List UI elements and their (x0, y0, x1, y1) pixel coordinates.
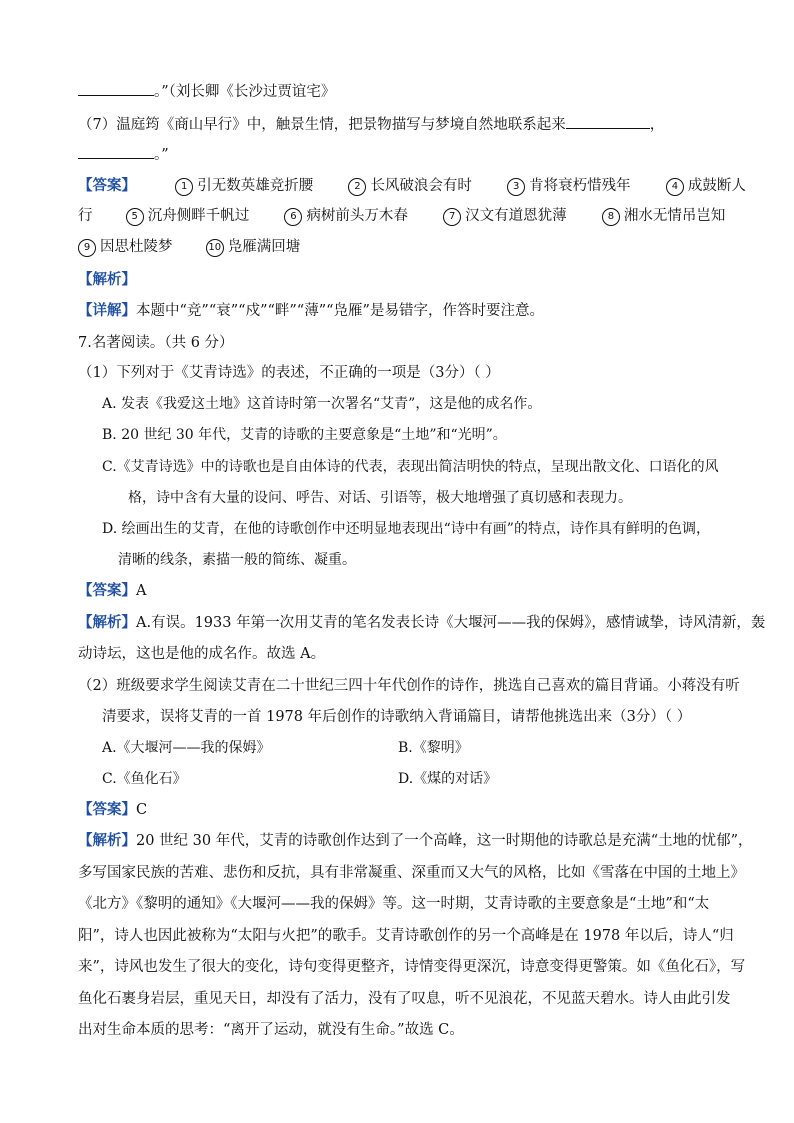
subquestion-2: （2）班级要求学生阅读艾青在二十世纪三四十年代创作的诗作，挑选自己喜欢的篇目背诵。小蒋没有听 (78, 678, 740, 694)
answer-blank (566, 116, 650, 129)
circled-number: 10 (206, 239, 224, 257)
circled-number: 7 (443, 208, 461, 226)
analysis-line: 多写国家民族的苦难、悲伤和反抗，具有非常凝重、深重而又大气的风格，比如《雪落在中国的土地上》 (78, 865, 745, 881)
answer-blank (78, 146, 154, 159)
answer-line-1: 【答案】 1 引无数英雄竞折腰 2 长风破浪会有时 3 肯将衰朽惜残年 4 成鼓断人 (78, 177, 746, 194)
option-a: A. 发表《我爱这土地》这首诗时第一次署名“艾青”，这是他的成名作。 (102, 396, 542, 412)
circled-number: 2 (348, 178, 366, 196)
question-item-7-cont: 。” (78, 146, 169, 164)
option-d: D. 绘画出生的艾青，在他的诗歌创作中还明显地表现出“诗中有画”的特点，诗作具有鲜明的色调， (102, 521, 710, 537)
circled-number: 3 (507, 178, 525, 196)
option-d-cont: 清晰的线条，素描一般的简练、凝重。 (118, 552, 356, 568)
circled-number: 1 (175, 178, 193, 196)
answer-line: 【答案】C (78, 801, 148, 818)
option-d: D.《煤的对话》 (398, 771, 498, 787)
analysis-line: 出对生命本质的思考：“离开了运动，就没有生命。”故选 C。 (78, 1022, 464, 1038)
circled-number: 4 (666, 178, 684, 196)
analysis-line-2: 动诗坛，这也是他的成名作。故选 A。 (78, 646, 326, 662)
question-item-7: （7）温庭筠《商山早行》中，触景生情，把景物描写与梦境自然地联系起来 ， (78, 117, 665, 133)
analysis-line: 【解析】20 世纪 30 年代，艾青的诗歌创作达到了一个高峰，这一时期他的诗歌总是充满“土地的忧郁”， (78, 832, 753, 849)
answer-blank (78, 83, 154, 96)
subquestion-2-cont: 清要求，误将艾青的一首 1978 年后创作的诗歌纳入背诵篇目，请帮他挑选出来（3分）（ ） (102, 709, 692, 725)
analysis-line-1: 【解析】A.有误。1933 年第一次用艾青的笔名发表长诗《大堰河——我的保姆》，感情诚挚，诗风清新，轰 (78, 614, 766, 631)
analysis-heading: 【解析】 (78, 271, 136, 288)
circled-number: 8 (602, 208, 620, 226)
option-c-cont: 格，诗中含有大量的设问、呼告、对话、引语等，极大地增强了真切感和表现力。 (128, 490, 632, 506)
circled-number: 5 (126, 208, 144, 226)
option-c: C.《艾青诗选》中的诗歌也是自由体诗的代表，表现出简洁明快的特点，呈现出散文化、口语化的风 (102, 459, 719, 475)
analysis-line: 来”，诗风也发生了很大的变化，诗句变得更整齐，诗情变得更深沉，诗意变得更警策。如《鱼化石》，写 (78, 959, 746, 975)
answer-line: 【答案】A (78, 582, 147, 599)
answer-line-3: 9 因思杜陵梦 10 凫雁满回塘 (78, 238, 300, 257)
answer-line-2: 行 5 沉舟侧畔千帆过 6 病树前头万木春 7 汉文有道恩犹薄 8 湘水无情吊岂知 (78, 208, 726, 224)
fill-line-liu: 。”（刘长卿《长沙过贾谊宅》 (78, 83, 335, 101)
analysis-line: 《北方》《黎明的通知》《大堰河——我的保姆》等。这一时期，艾青诗歌的主要意象是“土地”和“太 (78, 896, 710, 912)
option-b: B. 20 世纪 30 年代，艾青的诗歌的主要意象是“土地”和“光明”。 (102, 427, 507, 443)
analysis-line: 鱼化石裹身岩层，重见天日，却没有了活力，没有了叹息，听不见浪花，不见蓝天碧水。诗人由此引发 (78, 991, 731, 1007)
option-c: C.《鱼化石》 (102, 771, 187, 787)
circled-number: 9 (78, 239, 96, 257)
circled-number: 6 (284, 208, 302, 226)
detail-line: 【详解】本题中“竞”“衰”“戍”“畔”“薄”“凫雁”是易错字，作答时要注意。 (78, 302, 544, 319)
option-b: B.《黎明》 (398, 740, 469, 756)
analysis-line: 阳”，诗人也因此被称为“太阳与火把”的歌手。艾青诗歌创作的另一个高峰是在 1978 年以后，诗人“归 (78, 928, 734, 944)
subquestion-1: （1）下列对于《艾青诗选》的表述，不正确的一项是（3分）（ ） (78, 365, 500, 381)
option-a: A.《大堰河——我的保姆》 (102, 740, 271, 756)
question-title: 7.名著阅读。（共 6 分） (78, 335, 234, 351)
